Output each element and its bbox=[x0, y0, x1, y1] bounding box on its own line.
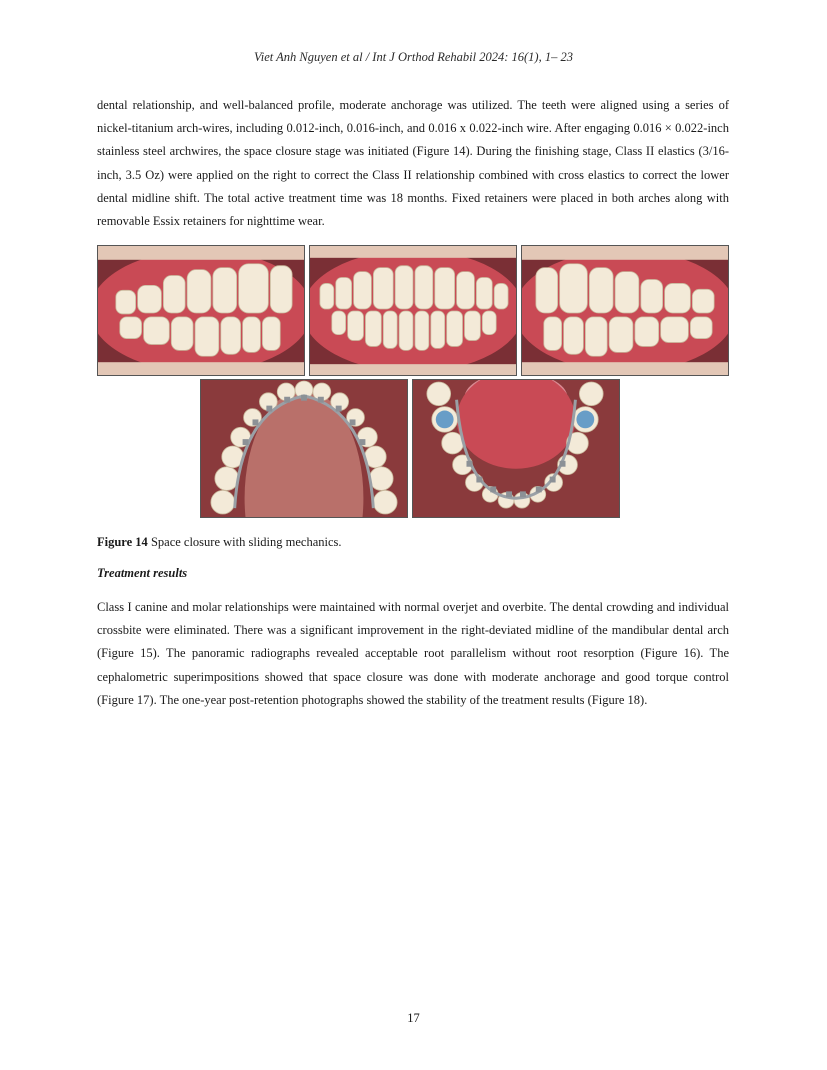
body-paragraph-2: Class I canine and molar relationships were maintained with normal overjet and overbite. The dental crowding and individual crossbite were eliminated. There was a significant improvement in the right-deviated midline of the mandibular dental arch (Figure 15). The panoramic radiographs revealed acceptable root parallelism without root resorption (Figure 16). The cephalometric superimpositions showed that space closure was done with moderate anchorage and good torque control (Figure 17). The one-year post-retention photographs showed the stability of the treatment results (Figure 18). bbox=[97, 600, 729, 707]
figure-caption bbox=[97, 535, 342, 550]
body-paragraph-1: dental relationship, and well-balanced profile, moderate anchorage was utilized. The teeth were aligned using a series of nickel-titanium arch-wires, including 0.012-inch, 0.016-inch, and 0.016 x 0.022-inch wire. After engaging 0.016 × 0.022-inch stainless steel archwires, the space closure stage was initiated (Figure 14). During the finishing stage, Class II elastics (3/16-inch, 3.5 Oz) were applied on the right to correct the Class II relationship combined with cross elastics to correct the lower dental midline shift. The total active treatment time was 18 months. Fixed retainers were placed in both arches along with removable Essix retainers for nighttime wear. bbox=[97, 98, 729, 229]
section-heading: Treatment results bbox=[97, 566, 188, 580]
upper-occlusal-photo bbox=[200, 379, 408, 518]
figure-label: Figure 14 bbox=[97, 535, 148, 549]
intraoral-frontal-photo bbox=[309, 245, 517, 376]
intraoral-right-buccal-photo bbox=[97, 245, 305, 376]
lower-occlusal-photo bbox=[412, 379, 620, 518]
page-number: 17 bbox=[407, 1011, 420, 1025]
running-header: Viet Anh Nguyen et al / Int J Orthod Rehabil 2024: 16(1), 1– 23 bbox=[254, 50, 573, 64]
intraoral-left-buccal-photo bbox=[521, 245, 729, 376]
figure-caption-text: Space closure with sliding mechanics. bbox=[147, 535, 342, 549]
